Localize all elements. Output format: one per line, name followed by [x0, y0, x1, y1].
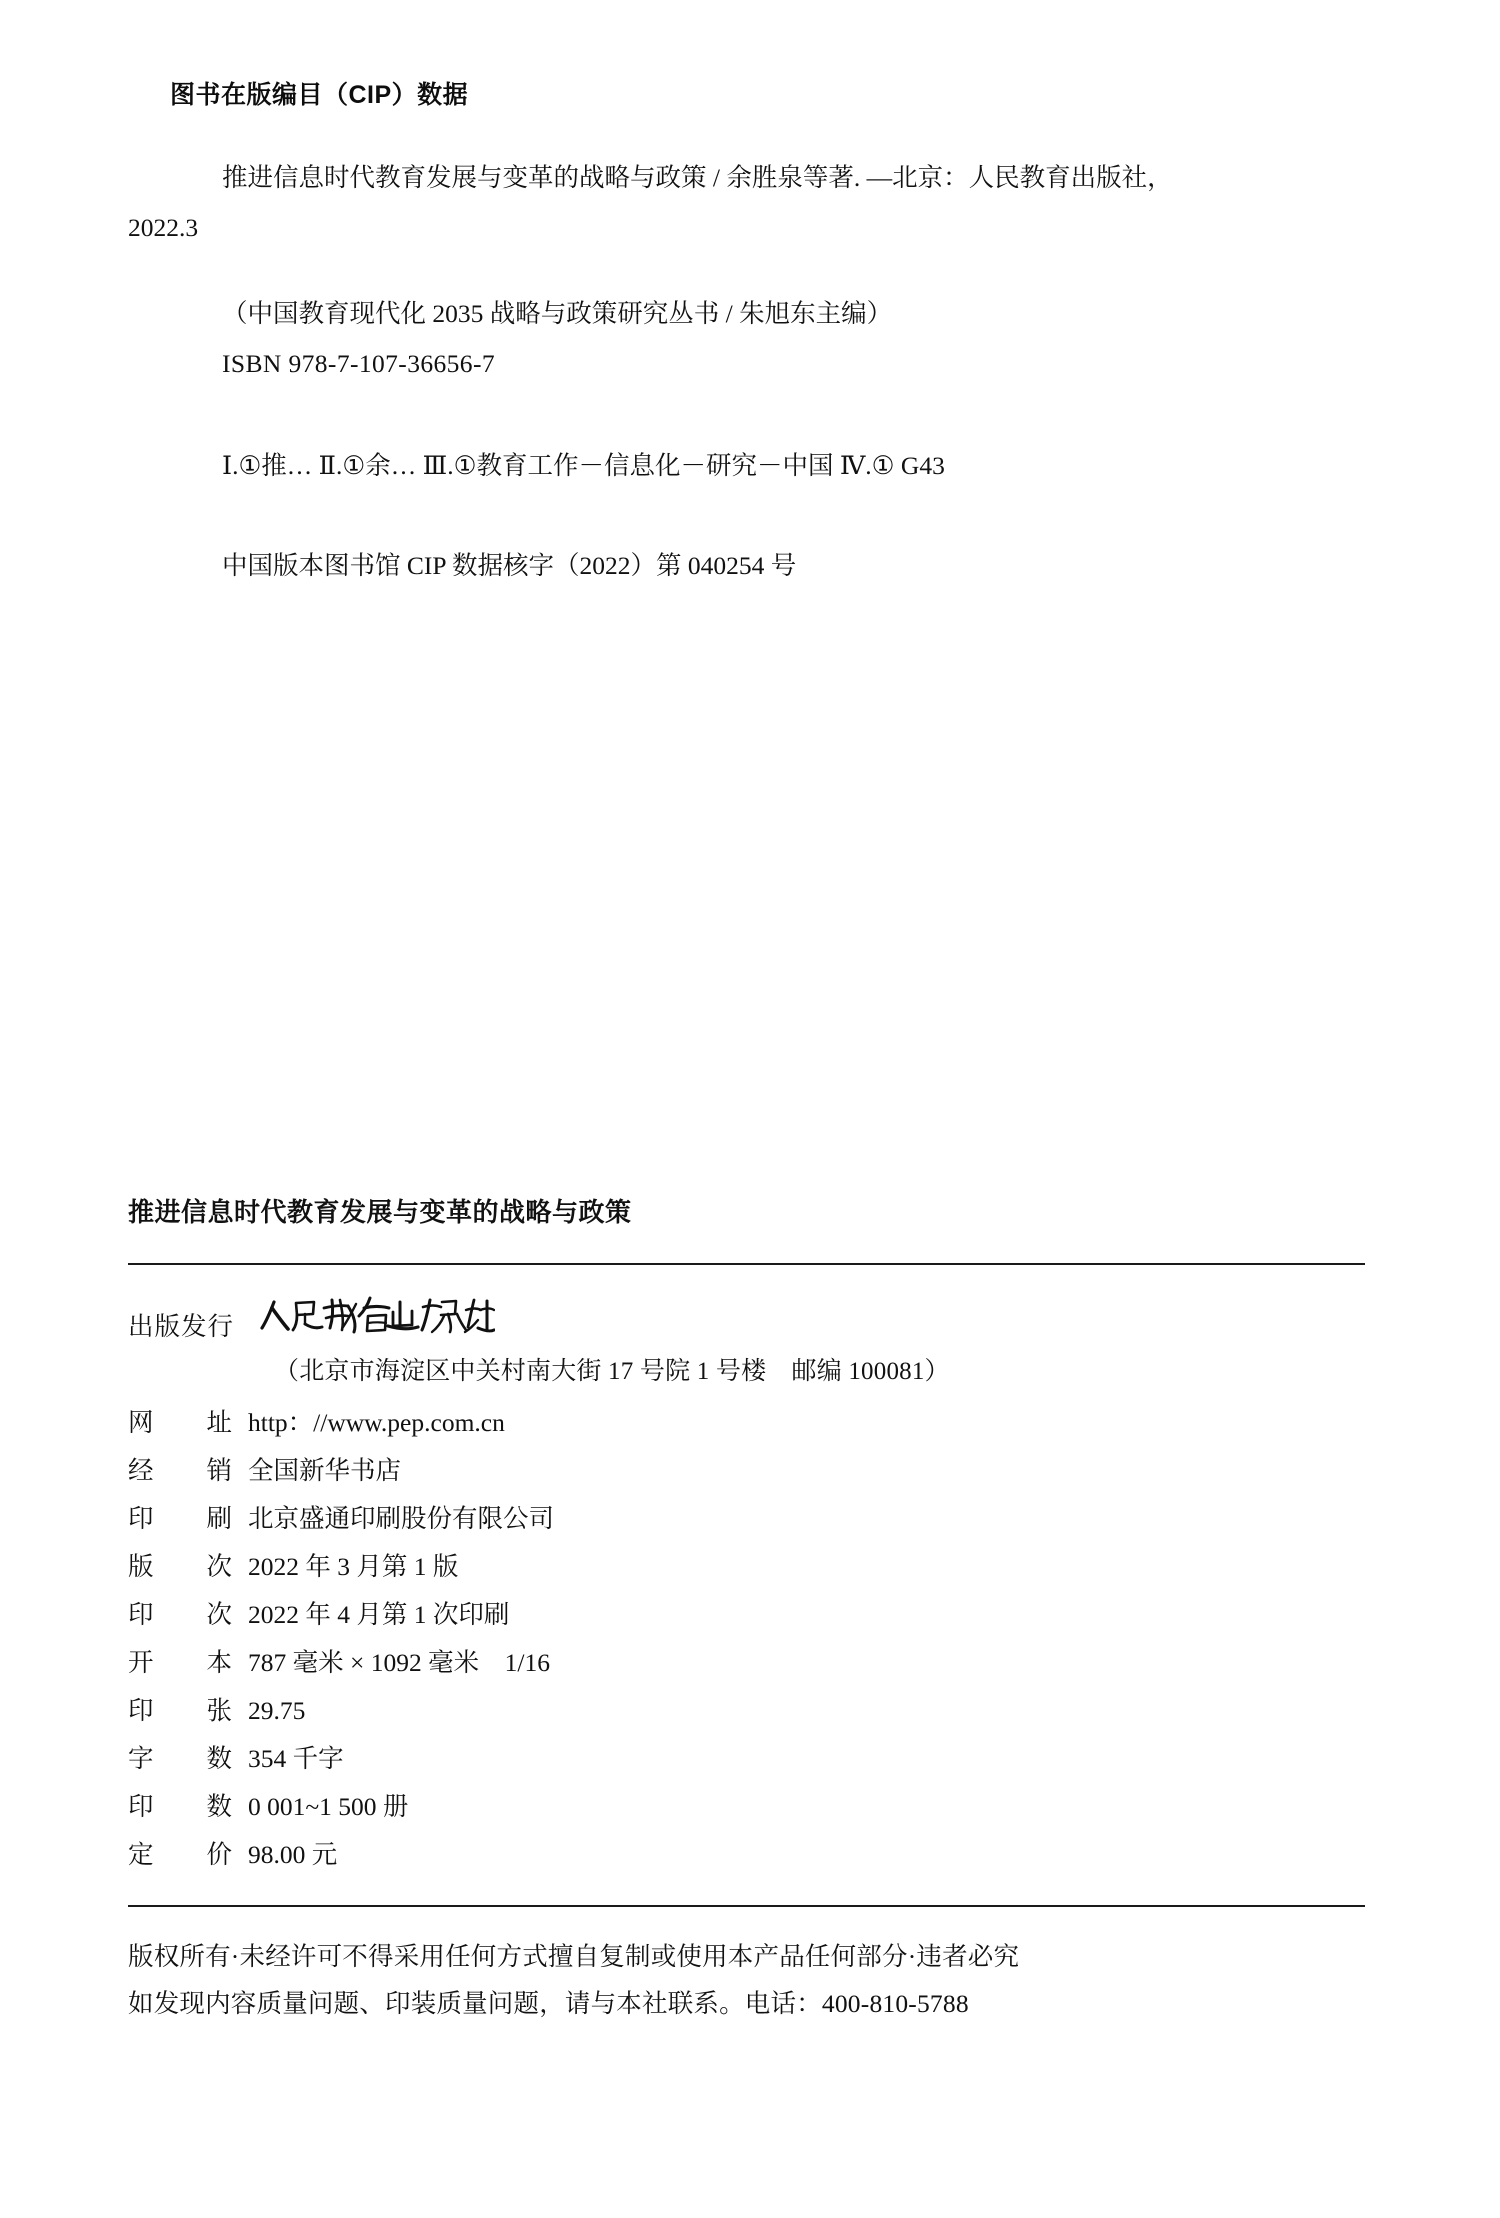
spec-value: 全国新华书店 — [248, 1456, 402, 1485]
cip-series-line: （中国教育现代化 2035 战略与政策研究丛书 / 朱旭东主编） — [222, 299, 893, 328]
spec-label: 开本 — [128, 1648, 232, 1677]
quality-contact-notice: 如发现内容质量问题、印装质量问题，请与本社联系。电话：400-810-5788 — [128, 1989, 969, 2018]
publisher-row — [128, 1297, 1365, 1343]
spec-value: 北京盛通印刷股份有限公司 — [248, 1504, 555, 1533]
cip-verification-line: 中国版本图书馆 CIP 数据核字（2022）第 040254 号 — [222, 551, 797, 580]
spec-label: 印数 — [128, 1792, 232, 1821]
footer-notes — [128, 1933, 1365, 2027]
cip-entry-line-2: 2022.3 — [128, 213, 199, 242]
table-row — [128, 1447, 554, 1495]
spec-label: 经销 — [128, 1456, 232, 1485]
spec-label: 印刷 — [128, 1504, 232, 1533]
copyright-notice: 版权所有·未经许可不得采用任何方式擅自复制或使用本产品任何部分·违者必究 — [128, 1942, 1020, 1971]
table-row — [128, 1639, 554, 1687]
cip-classification-line: Ⅰ.①推… Ⅱ.①余… Ⅲ.①教育工作－信息化－研究－中国 Ⅳ.① G43 — [222, 451, 945, 480]
cip-heading: 图书在版编目（CIP）数据 — [170, 81, 469, 109]
spec-value: 2022 年 3 月第 1 版 — [248, 1552, 459, 1581]
divider-bottom — [128, 1905, 1365, 1907]
spec-value: 354 千字 — [248, 1744, 344, 1773]
spec-value: 29.75 — [248, 1696, 306, 1725]
cip-isbn-line: ISBN 978-7-107-36656-7 — [222, 349, 495, 378]
table-row — [128, 1495, 554, 1543]
colophon-block — [128, 1192, 1365, 2027]
table-row — [128, 1783, 554, 1831]
cip-entry-line-1: 推进信息时代教育发展与变革的战略与政策 / 余胜泉等著. —北京：人民教育出版社， — [222, 163, 1173, 192]
cip-block — [128, 75, 1350, 591]
spec-label: 版次 — [128, 1552, 232, 1581]
table-row — [128, 1543, 554, 1591]
divider-top — [128, 1263, 1365, 1265]
spec-label: 印次 — [128, 1600, 232, 1629]
spec-label: 印张 — [128, 1696, 232, 1725]
publisher-address: （北京市海淀区中关村南大街 17 号院 1 号楼 邮编 100081） — [274, 1358, 950, 1385]
spec-value: http：//www.pep.com.cn — [248, 1408, 505, 1437]
table-row — [128, 1735, 554, 1783]
book-title: 推进信息时代教育发展与变革的战略与政策 — [128, 1197, 632, 1227]
spec-label: 定价 — [128, 1840, 232, 1869]
table-row — [128, 1399, 554, 1447]
table-row — [128, 1831, 554, 1879]
spec-label: 字数 — [128, 1744, 232, 1773]
spec-table — [128, 1399, 554, 1879]
publisher-label: 出版发行 — [128, 1312, 235, 1341]
publisher-logo-icon — [260, 1294, 495, 1343]
spec-value: 2022 年 4 月第 1 次印刷 — [248, 1600, 510, 1629]
table-row — [128, 1687, 554, 1735]
spec-value: 787 毫米 × 1092 毫米 1/16 — [248, 1648, 550, 1677]
spec-value: 0 001~1 500 册 — [248, 1792, 409, 1821]
table-row — [128, 1591, 554, 1639]
spec-label: 网址 — [128, 1408, 232, 1437]
spec-value: 98.00 元 — [248, 1840, 338, 1869]
